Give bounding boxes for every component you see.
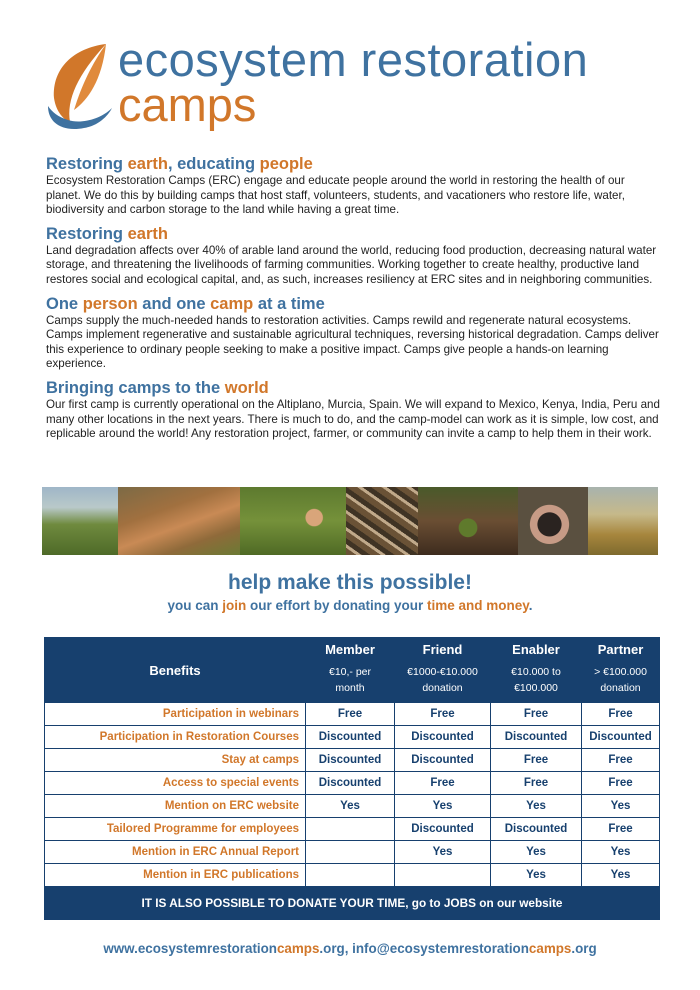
section-body: Ecosystem Restoration Camps (ERC) engage and educate people around the world in restoring the health of our planet. We do this by building camps that host staff, volunteers, students, and vacationers who restore life, water, biodiversity and carbon storage to the land while having a great time. xyxy=(46,174,625,217)
benefit-value: Yes xyxy=(491,841,582,864)
benefit-value: Yes xyxy=(582,795,660,818)
photo-hands-soil xyxy=(418,487,518,555)
price-line: €10,- per xyxy=(328,666,372,678)
benefit-value: Discounted xyxy=(306,772,395,795)
table-row xyxy=(45,726,660,749)
tier-name: Member xyxy=(325,642,375,657)
contact-part: .org, info@ecosystemrestoration xyxy=(319,941,529,956)
section-body: Land degradation affects over 40% of arable land around the world, reducing food production, decreasing natural water storage, and threatening the livelihoods of farming communities. Working together to create healthy, productive land restores social and ecological capital, and, as such, increases resiliency at ERC sites and in neighboring communities. xyxy=(46,243,657,286)
title-part: at a time xyxy=(253,294,325,313)
benefit-value xyxy=(395,864,491,887)
benefit-value: Discounted xyxy=(582,726,660,749)
benefit-value xyxy=(306,818,395,841)
price-line: donation xyxy=(600,682,641,694)
table-footer-row xyxy=(45,887,660,920)
brand-line-2: camps xyxy=(118,78,257,131)
title-part: Bringing camps to the xyxy=(46,378,225,397)
price-line: month xyxy=(335,682,365,694)
title-part: Restoring xyxy=(46,155,128,173)
benefit-value: Yes xyxy=(395,841,491,864)
title-part: Restoring xyxy=(46,224,128,243)
benefit-value: Free xyxy=(491,749,582,772)
benefit-label: Participation in webinars xyxy=(45,703,306,726)
cta-part: . xyxy=(528,598,533,613)
section-one-person xyxy=(46,294,660,372)
photo-terraces xyxy=(118,487,240,555)
table-row xyxy=(45,818,660,841)
call-to-action xyxy=(0,570,700,616)
benefit-value: Free xyxy=(582,772,660,795)
title-part: and one xyxy=(137,294,211,313)
tier-friend xyxy=(395,638,491,703)
title-highlight: earth xyxy=(127,155,168,173)
table-header-row xyxy=(45,638,660,703)
benefit-value: Yes xyxy=(491,864,582,887)
benefits-header: Benefits xyxy=(45,638,306,703)
title-highlight: world xyxy=(224,378,269,397)
benefit-label: Tailored Programme for employees xyxy=(45,818,306,841)
benefit-value: Free xyxy=(491,703,582,726)
photo-landscape xyxy=(42,487,118,555)
section-body: Camps supply the much-needed hands to restoration activities. Camps rewild and regenerate natural ecosystems. Camps implement regenerative and sustainable agricultural techniques, reversing historical degradation. Camps deliver this experience to ordinary people seeking to make a positive impact. Camps give people a hands-on learning experience. xyxy=(46,313,659,371)
benefit-value: Discounted xyxy=(395,818,491,841)
benefit-label: Access to special events xyxy=(45,772,306,795)
contact-part: .org xyxy=(571,941,597,956)
section-title xyxy=(46,378,660,398)
benefit-value: Yes xyxy=(395,795,491,818)
benefit-value xyxy=(306,864,395,887)
title-highlight: person xyxy=(82,294,138,313)
benefit-value: Discounted xyxy=(395,726,491,749)
table-row xyxy=(45,749,660,772)
brand-line-1: ecosystem restoration xyxy=(118,33,589,86)
tier-name: Partner xyxy=(597,642,644,657)
tier-price xyxy=(584,664,657,702)
section-restoring-earth xyxy=(46,224,660,288)
tier-partner xyxy=(582,638,660,703)
section-title xyxy=(46,154,660,174)
photo-seedlings xyxy=(346,487,418,555)
section-title xyxy=(46,224,660,244)
tier-name: Enabler xyxy=(512,642,560,657)
benefit-value: Free xyxy=(395,703,491,726)
benefit-value: Discounted xyxy=(395,749,491,772)
table-row xyxy=(45,703,660,726)
benefit-value: Yes xyxy=(306,795,395,818)
title-part: , educating xyxy=(167,155,260,173)
photo-field-worker xyxy=(588,487,658,555)
tier-enabler xyxy=(491,638,582,703)
benefit-label: Mention on ERC website xyxy=(45,795,306,818)
section-body: Our first camp is currently operational on the Altiplano, Murcia, Spain. We will expand to Mexico, Kenya, India, Peru and many other locations in the next years. There is much to do, and the camp-model can work as it is simple, low cost, and replicable around the world! Any restoration project, farmer, or community can invite a camp to help them in their work. xyxy=(46,397,660,441)
cta-headline: help make this possible! xyxy=(228,571,472,594)
benefit-label: Participation in Restoration Courses xyxy=(45,726,306,749)
tier-member xyxy=(306,638,395,703)
benefit-value: Yes xyxy=(491,795,582,818)
cta-part: our effort by donating your xyxy=(246,598,427,613)
photo-planting xyxy=(240,487,346,555)
tier-price xyxy=(493,664,579,702)
benefit-label: Stay at camps xyxy=(45,749,306,772)
benefit-value: Free xyxy=(582,703,660,726)
title-highlight: earth xyxy=(127,224,168,243)
price-line: €10.000 to xyxy=(511,666,561,678)
contact-part: www.ecosystemrestoration xyxy=(103,941,277,956)
benefit-value: Free xyxy=(395,772,491,795)
contact-highlight: camps xyxy=(276,941,320,956)
section-restoring-educating xyxy=(46,154,660,218)
section-title xyxy=(46,294,660,314)
leaf-icon xyxy=(44,40,114,132)
price-line: €1000-€10.000 xyxy=(407,666,478,678)
benefit-value: Free xyxy=(582,749,660,772)
contact-line xyxy=(0,941,700,956)
cta-highlight: time and money xyxy=(426,598,529,613)
contact-highlight: camps xyxy=(528,941,572,956)
benefit-value: Free xyxy=(491,772,582,795)
photo-compost xyxy=(518,487,588,555)
title-highlight: camp xyxy=(210,294,254,313)
benefit-value: Discounted xyxy=(306,749,395,772)
title-part: One xyxy=(46,294,83,313)
brand-wordmark xyxy=(118,33,589,131)
benefit-value: Discounted xyxy=(306,726,395,749)
cta-subline xyxy=(0,596,700,616)
tier-price xyxy=(308,664,392,702)
table-row xyxy=(45,864,660,887)
cta-highlight: join xyxy=(222,598,247,613)
price-line: > €100.000 xyxy=(594,666,647,678)
table-row xyxy=(45,772,660,795)
cta-part: you can xyxy=(167,598,223,613)
donate-time-banner: IT IS ALSO POSSIBLE TO DONATE YOUR TIME, go to JOBS on our website xyxy=(45,887,660,920)
benefits-table xyxy=(44,637,660,920)
tier-price xyxy=(397,664,488,702)
table-row xyxy=(45,795,660,818)
benefit-value xyxy=(306,841,395,864)
benefit-label: Mention in ERC Annual Report xyxy=(45,841,306,864)
price-line: donation xyxy=(422,682,463,694)
benefit-label: Mention in ERC publications xyxy=(45,864,306,887)
price-line: €100.000 xyxy=(514,682,558,694)
section-bringing-camps xyxy=(46,378,660,442)
benefit-value: Free xyxy=(306,703,395,726)
tier-name: Friend xyxy=(422,642,463,657)
benefit-value: Free xyxy=(582,818,660,841)
benefit-value: Yes xyxy=(582,841,660,864)
photo-strip xyxy=(42,487,658,555)
benefit-value: Discounted xyxy=(491,818,582,841)
benefit-value: Yes xyxy=(582,864,660,887)
title-highlight: people xyxy=(259,155,313,173)
benefit-value: Discounted xyxy=(491,726,582,749)
table-row xyxy=(45,841,660,864)
intro-sections xyxy=(46,154,660,448)
